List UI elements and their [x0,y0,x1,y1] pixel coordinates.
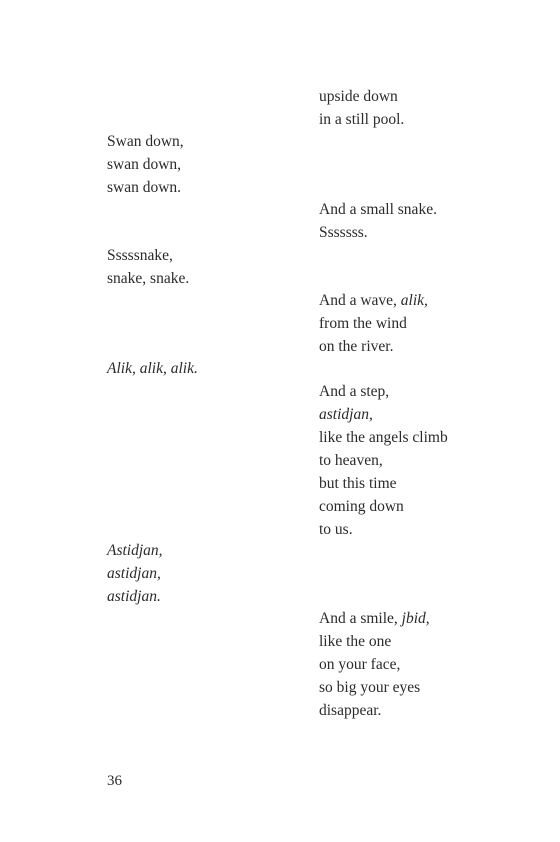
poem-line: on your face, [319,656,401,673]
poem-line: in a still pool. [319,111,405,128]
stanza-alik [107,357,198,380]
poem-line: from the wind [319,315,407,332]
poem-line: to heaven, [319,452,383,469]
stanza-upside-down [319,85,404,131]
poem-line: coming down [319,498,404,515]
poem-line: so big your eyes [319,679,421,696]
poem-line: on the river. [319,338,394,355]
poem-line: Swan down, [107,133,184,150]
poem-line: Sssssnake, [107,247,173,264]
stanza-astidjan [107,539,163,608]
italic-word: jbid, [401,610,430,627]
poem-line [319,289,428,312]
poem-line: And a step, [319,383,390,400]
poem-line: snake, snake. [107,270,190,287]
stanza-step [319,380,448,541]
poem-line: upside down [319,88,398,105]
poem-line: disappear. [319,702,382,719]
poem-line: Sssssss. [319,224,368,241]
poem-line: astidjan, [319,406,373,423]
poem-line: astidjan, [107,565,161,582]
poem-line: swan down, [107,156,182,173]
page-number: 36 [107,773,122,789]
poem-line: astidjan. [107,588,161,605]
poem-line-text: And a smile, [319,610,402,627]
poem-line: Astidjan, [107,542,163,559]
poem-line: Alik, alik, alik. [107,360,198,377]
poem-line: to us. [319,521,353,538]
poem-line: but this time [319,475,397,492]
stanza-small-snake [319,198,437,244]
poem-line: And a small snake. [319,201,437,218]
stanza-swan-down [107,130,184,199]
stanza-smile [319,607,430,722]
poem-line: like the one [319,633,392,650]
stanza-wave [319,289,428,358]
poem-line-text: And a wave, [319,292,401,309]
poem-line: like the angels climb [319,429,448,446]
poem-line [319,607,430,630]
italic-word: alik, [400,292,428,309]
stanza-snake [107,244,189,290]
poem-line: swan down. [107,179,182,196]
